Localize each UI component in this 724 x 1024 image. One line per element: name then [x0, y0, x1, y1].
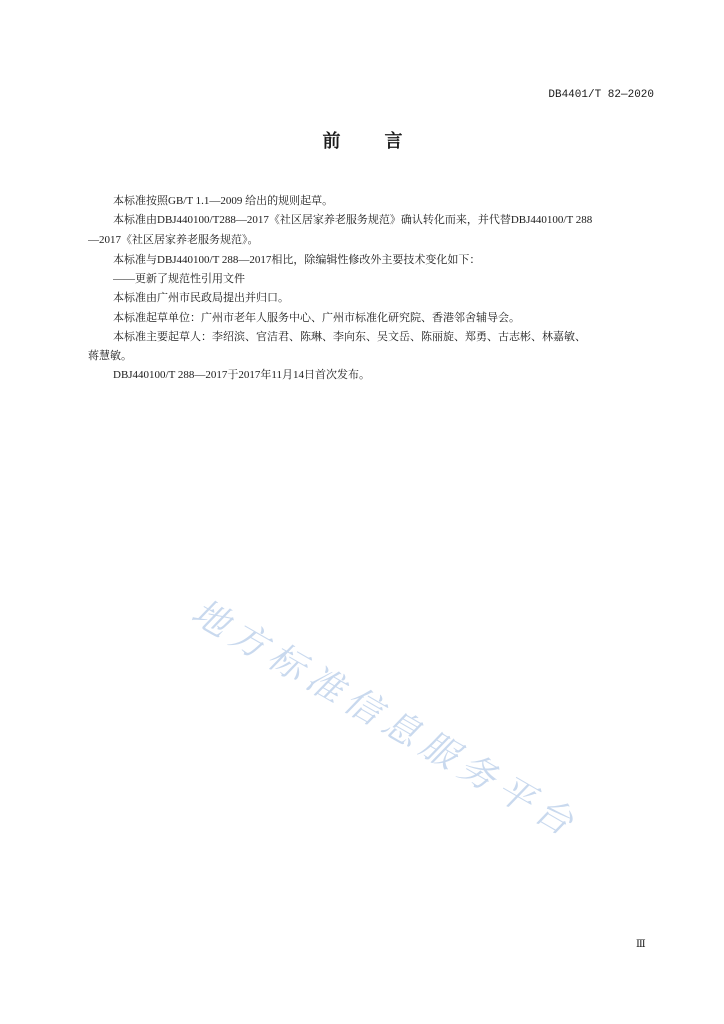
list-item-change: ——更新了规范性引用文件 — [113, 273, 245, 285]
page-number: Ⅲ — [636, 939, 646, 950]
document-code: DB4401/T 82—2020 — [548, 89, 654, 101]
paragraph-drafting-units: 本标准起草单位：广州市老年人服务中心、广州市标准化研究院、香港邻舍辅导会。 — [113, 312, 520, 324]
paragraph-drafters-line-2: 蒋慧敏。 — [88, 350, 132, 362]
paragraph-drafters-line-1: 本标准主要起草人：李绍滨、官洁君、陈琳、李向东、吴文岳、陈丽旋、郑勇、古志彬、林嘉敏、 — [113, 331, 586, 343]
watermark-text: 地方标准信息服务平台 — [184, 591, 587, 848]
section-title: 前 言 — [322, 131, 416, 151]
paragraph-conversion-line-1: 本标准由DBJ440100/T288—2017《社区居家养老服务规范》确认转化而来，并代替DBJ440100/T 288 — [113, 214, 593, 226]
paragraph-conversion-line-2: —2017《社区居家养老服务规范》。 — [88, 234, 259, 246]
paragraph-changes-intro: 本标准与DBJ440100/T 288—2017相比，除编辑性修改外主要技术变化如下： — [113, 254, 481, 266]
paragraph-drafting-rules: 本标准按照GB/T 1.1—2009 给出的规则起草。 — [113, 195, 334, 207]
paragraph-first-release: DBJ440100/T 288—2017于2017年11月14日首次发布。 — [113, 369, 370, 381]
paragraph-proposer: 本标准由广州市民政局提出并归口。 — [113, 292, 289, 304]
